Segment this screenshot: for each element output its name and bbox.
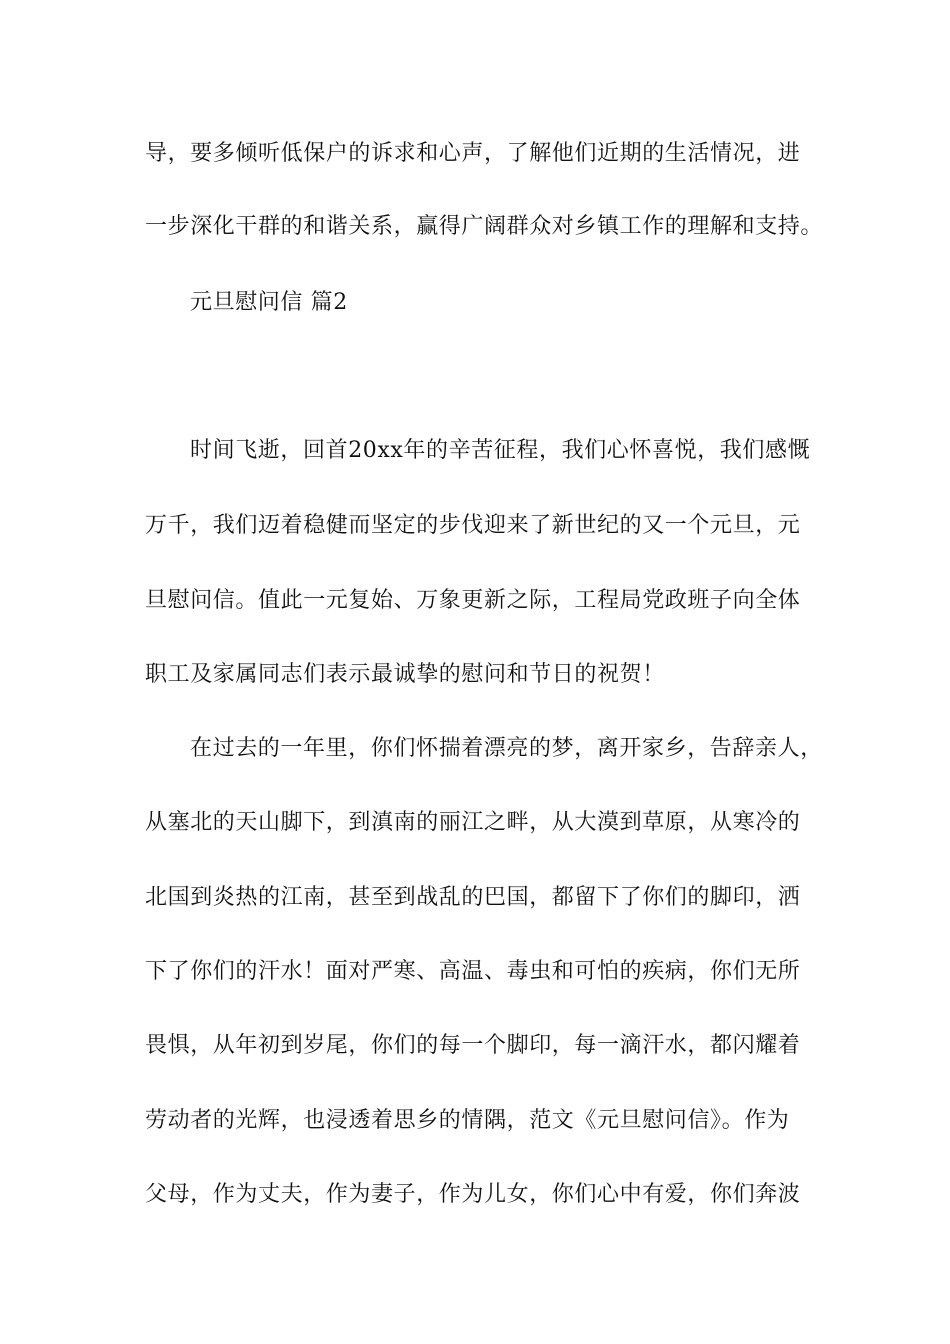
paragraph-line: 一步深化干群的和谐关系，赢得广阔群众对乡镇工作的理解和支持。 — [145, 214, 824, 239]
paragraph-line: 导，要多倾听低保户的诉求和心声，了解他们近期的生活情况，进 — [145, 141, 801, 166]
paragraph-line: 从塞北的天山脚下，到滇南的丽江之畔，从大漠到草原，从寒冷的 — [145, 810, 801, 835]
section-heading: 元旦慰问信 篇2 — [190, 290, 348, 315]
paragraph-line: 旦慰问信。值此一元复始、万象更新之际，工程局党政班子向全体 — [145, 588, 801, 613]
paragraph-line: 职工及家属同志们表示最诚挚的慰问和节日的祝贺！ — [145, 662, 665, 687]
paragraph-line: 畏惧，从年初到岁尾，你们的每一个脚印，每一滴汗水，都闪耀着 — [145, 1033, 801, 1058]
paragraph-line: 时间飞逝，回首20xx年的辛苦征程，我们心怀喜悦，我们感慨 — [190, 438, 811, 463]
paragraph-line: 万千，我们迈着稳健而坚定的步伐迎来了新世纪的又一个元旦，元 — [145, 513, 801, 538]
paragraph-line: 北国到炎热的江南，甚至到战乱的巴国，都留下了你们的脚印，洒 — [145, 885, 801, 910]
paragraph-line: 父母，作为丈夫，作为妻子，作为儿女，你们心中有爱，你们奔波 — [145, 1182, 801, 1207]
paragraph-line: 下了你们的汗水！面对严寒、高温、毒虫和可怕的疾病，你们无所 — [145, 959, 801, 984]
paragraph-line: 在过去的一年里，你们怀揣着漂亮的梦，离开家乡，告辞亲人， — [190, 736, 823, 761]
paragraph-line: 劳动者的光辉，也浸透着思乡的情隅，范文《元旦慰问信》。作为 — [145, 1108, 790, 1133]
